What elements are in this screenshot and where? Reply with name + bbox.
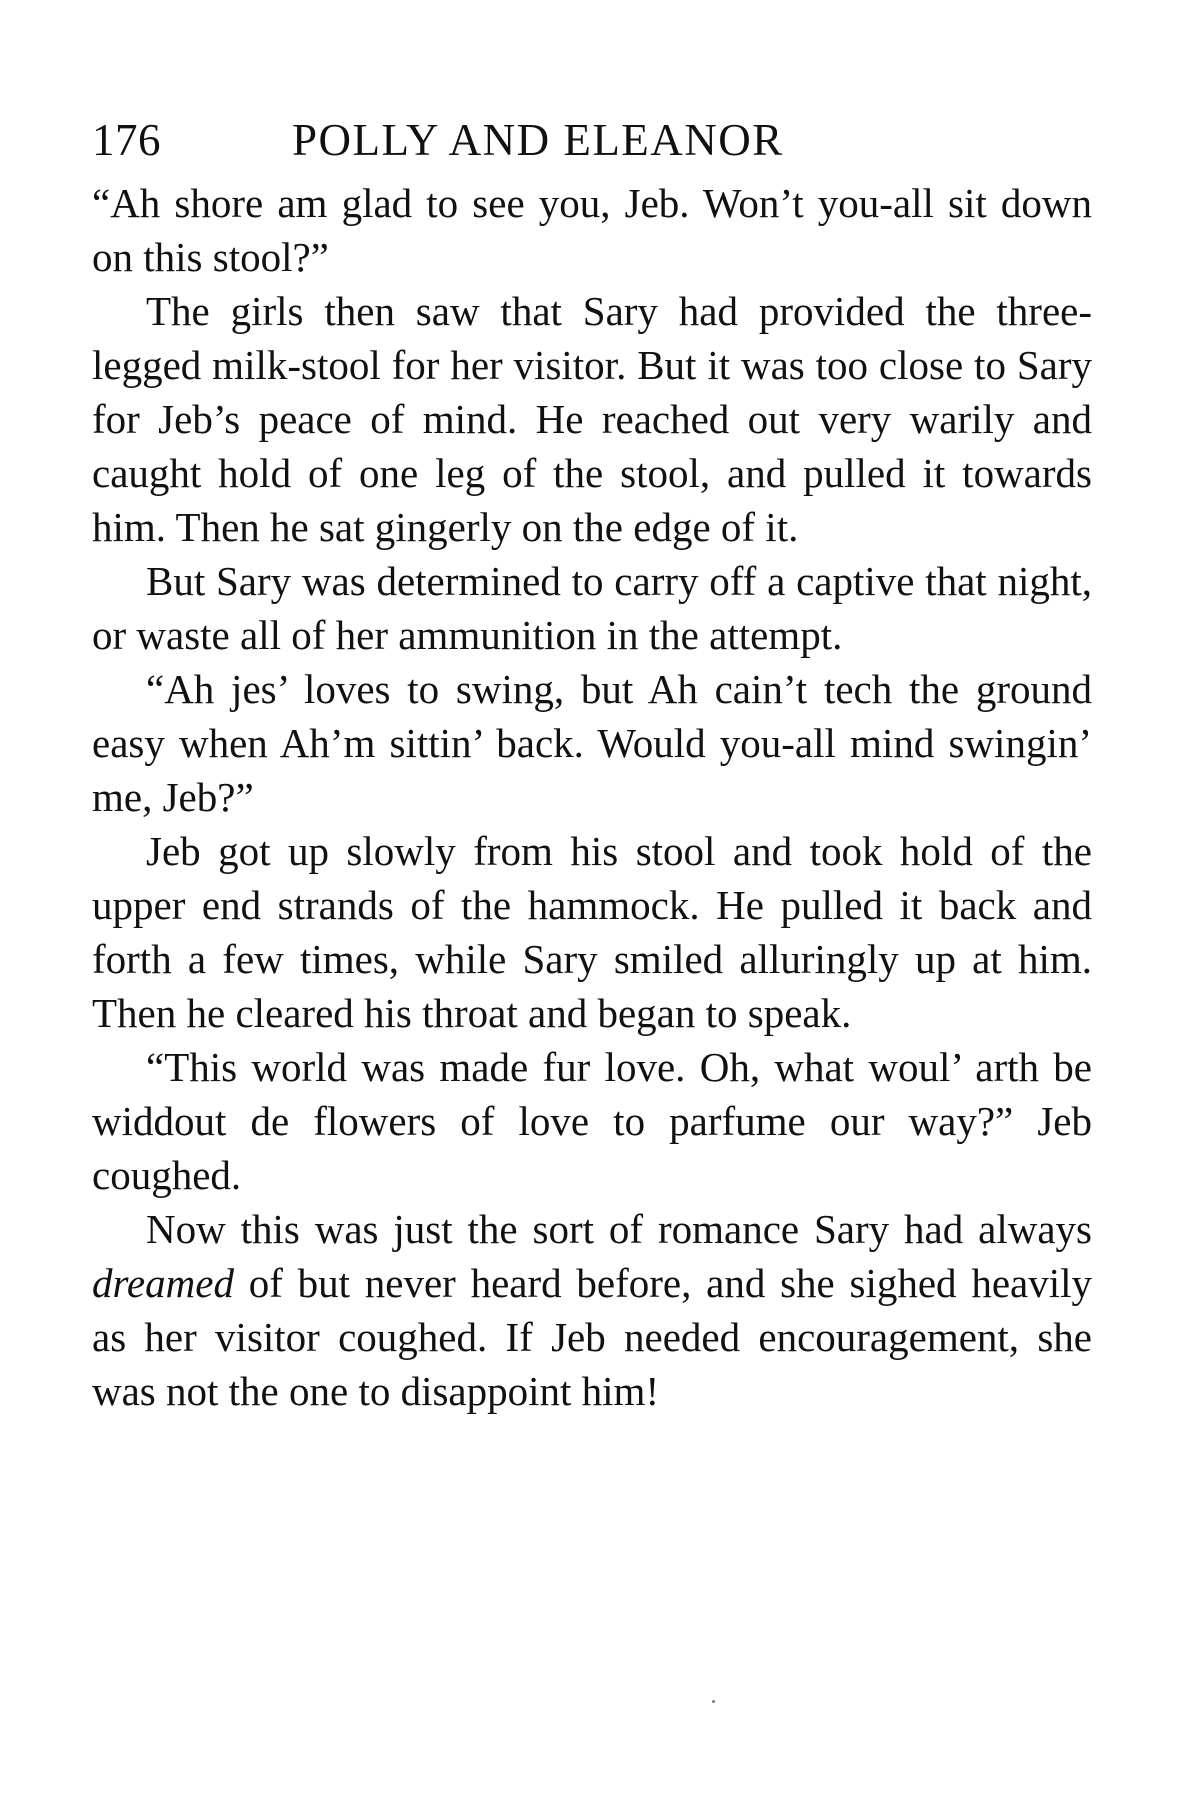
paragraph-7 bbox=[92, 1202, 1092, 1418]
book-page bbox=[92, 110, 1092, 1418]
body-text bbox=[92, 176, 1092, 1418]
page-header bbox=[92, 110, 1092, 170]
paragraph-7-before: Now this was just the sort of romance Sary had always bbox=[146, 1206, 1092, 1252]
paragraph-3: But Sary was determined to carry off a captive that night, or waste all of her ammunition in the attempt. bbox=[92, 558, 1092, 658]
paragraph-4: “Ah jes’ loves to swing, but Ah cain’t tech the ground easy when Ah’m sittin’ back. Would you-all mind swingin’ me, Jeb?” bbox=[92, 666, 1092, 820]
paragraph-7-after: of but never heard before, and she sighed heavily as her visitor coughed. If Jeb needed encouragement, she was not the one to disappoint him! bbox=[92, 1260, 1092, 1414]
paragraph-6: “This world was made fur love. Oh, what woul’ arth be widdout de flowers of love to parfume our way?” Jeb coughed. bbox=[92, 1044, 1092, 1198]
paragraph-2: The girls then saw that Sary had provided the three-legged milk-stool for her visitor. But it was too close to Sary for Jeb’s peace of mind. He reached out very warily and caught hold of one leg of the stool, and pulled it towards him. Then he sat gingerly on the edge of it. bbox=[92, 288, 1092, 550]
print-speck bbox=[712, 1700, 715, 1703]
running-title: POLLY AND ELEANOR bbox=[292, 115, 784, 165]
paragraph-5: Jeb got up slowly from his stool and took hold of the upper end strands of the hammock. He pulled it back and forth a few times, while Sary smiled alluringly up at him. Then he cleared his throat and began to speak. bbox=[92, 828, 1092, 1036]
page-number: 176 bbox=[92, 115, 161, 165]
paragraph-1: “Ah shore am glad to see you, Jeb. Won’t you-all sit down on this stool?” bbox=[92, 180, 1092, 280]
emphasized-word: dreamed bbox=[92, 1260, 234, 1306]
